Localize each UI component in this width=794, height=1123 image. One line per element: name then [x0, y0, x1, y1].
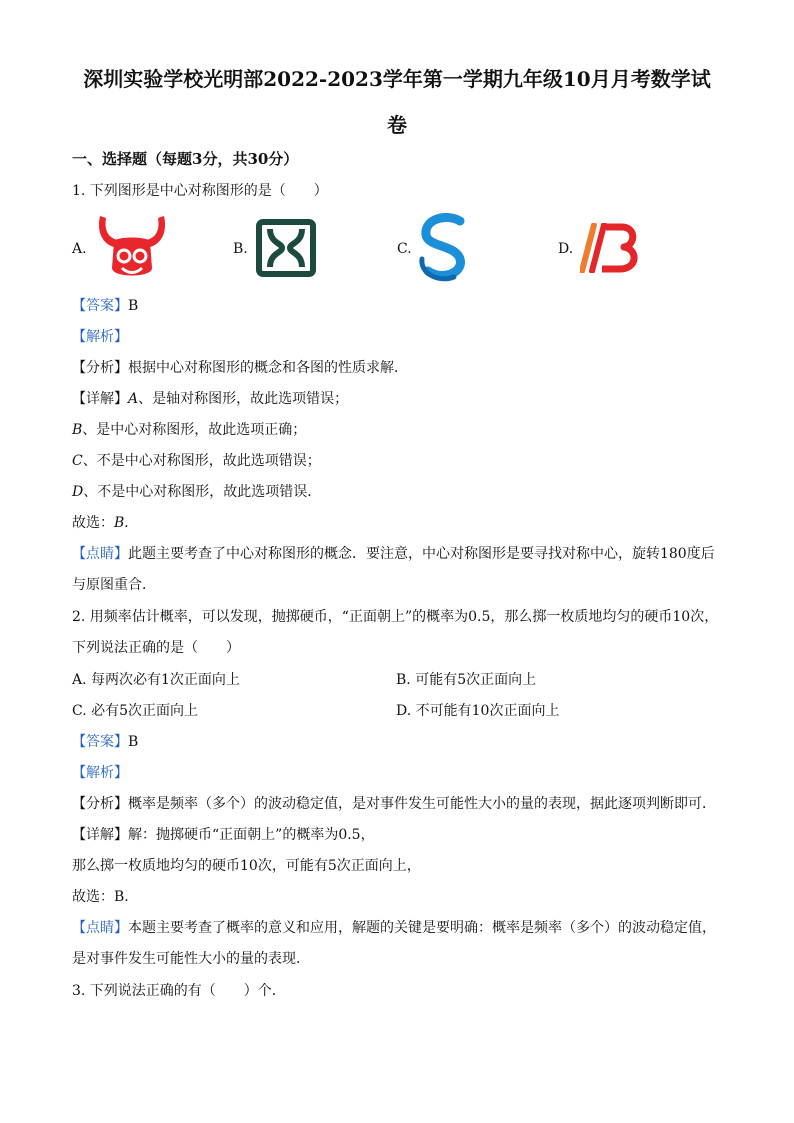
q2-choose: 故选：B． [72, 889, 139, 905]
q2-analysis-tag: 【解析】 [72, 765, 128, 781]
q1-option-b-label: B. [233, 241, 248, 257]
q1-option-c-label: C. [397, 241, 412, 257]
s-swirl-logo-icon [416, 213, 474, 283]
q1-comment-2: 与原图重合． [72, 577, 156, 593]
q1-fenxi: 【分析】根据中心对称图形的概念和各图的性质求解． [72, 360, 408, 376]
q1-choose: 故选：B． [72, 515, 139, 531]
q2-option-c: C. 必有5次正面向上 [72, 703, 199, 719]
q2-answer: 【答案】B [72, 734, 139, 750]
q2-comment-2: 是对事件发生可能性大小的量的表现． [72, 951, 310, 967]
page-title-line1: 深圳实验学校光明部2022-2023学年第一学期九年级10月月考数学试 [83, 67, 711, 91]
q2-detail-1: 【详解】解：抛掷硬币“正面朝上”的概率为0.5， [72, 827, 375, 843]
q1-detail-1: 【详解】A、是轴对称图形，故此选项错误； [72, 391, 349, 407]
q2-stem-2: 下列说法正确的是（ ） [72, 640, 240, 656]
q2-detail-2: 那么掷一枚质地均匀的硬币10次，可能有5次正面向上， [72, 858, 421, 874]
q1-answer: 【答案】B [72, 298, 139, 314]
q1-detail-3: C、不是中心对称图形，故此选项错误； [72, 453, 321, 469]
section-heading: 一、选择题（每题3分，共30分） [72, 150, 299, 168]
q1-comment-1: 【点睛】此题主要考查了中心对称图形的概念．要注意，中心对称图形是要寻找对称中心，旋转180度后 [72, 546, 715, 562]
q2-option-a: A. 每两次必有1次正面向上 [72, 672, 240, 688]
q2-stem-1: 2. 用频率估计概率，可以发现，抛掷硬币，“正面朝上”的概率为0.5，那么掷一枚质地均匀的硬币10次， [72, 609, 719, 625]
q2-option-b: B. 可能有5次正面向上 [396, 672, 537, 688]
q1-option-d-label: D. [558, 241, 574, 257]
bull-head-logo-icon [94, 212, 170, 284]
page-title-line2: 卷 [387, 113, 407, 137]
q1-detail-4: D、不是中心对称图形，故此选项错误． [72, 484, 322, 500]
q1-analysis-tag: 【解析】 [72, 329, 128, 345]
q1-stem: 1. 下列图形是中心对称图形的是（ ） [72, 183, 328, 199]
q2-option-d: D. 不可能有10次正面向上 [396, 703, 560, 719]
q2-fenxi: 【分析】概率是频率（多个）的波动稳定值，是对事件发生可能性大小的量的表现，据此逐项判断即可． [72, 796, 716, 812]
q1-option-a-label: A. [72, 241, 87, 257]
b-stripes-logo-icon [580, 223, 640, 273]
q1-detail-2: B、是中心对称图形，故此选项正确； [72, 422, 307, 438]
hourglass-logo-icon [256, 219, 316, 277]
q2-comment-1: 【点睛】本题主要考查了概率的意义和应用，解题的关键是要明确：概率是频率（多个）的波动稳定值， [72, 920, 716, 936]
q3-stem: 3. 下列说法正确的有（ ）个． [72, 983, 286, 999]
